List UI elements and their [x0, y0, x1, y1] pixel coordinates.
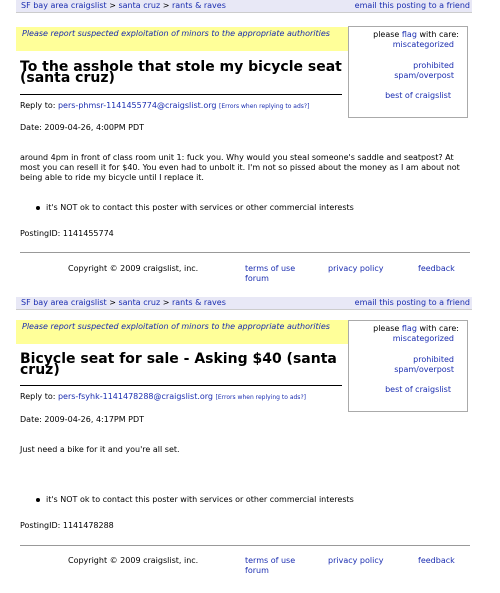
flag-miscategorized-link[interactable]: miscategorized [392, 40, 454, 49]
footer-divider [20, 545, 470, 546]
terms-of-use-link[interactable]: terms of use forum [245, 556, 296, 575]
flag-link[interactable]: flag [401, 30, 417, 39]
warning-text: Please report suspected exploitation of minors to the appropriate authorities [22, 29, 330, 38]
title-divider [20, 385, 342, 386]
copyright-text: Copyright © 2009 craigslist, inc. [68, 264, 199, 273]
commercial-notice [36, 203, 456, 212]
flag-suffix: with care: [416, 324, 459, 333]
reply-line [20, 393, 348, 402]
footer-divider [20, 252, 470, 253]
breadcrumb-separator: > [160, 298, 172, 307]
breadcrumb [21, 298, 226, 307]
privacy-policy-link[interactable]: privacy policy [328, 264, 384, 273]
terms-of-use-link[interactable]: terms of use forum [245, 264, 296, 283]
flag-prefix: please [373, 30, 402, 39]
feedback-link[interactable]: feedback [418, 264, 455, 273]
commercial-notice-text: it's NOT ok to contact this poster with services or other commercial interests [46, 203, 354, 212]
breadcrumb-separator: > [106, 1, 119, 10]
top-bar [16, 0, 472, 13]
breadcrumb-category-link[interactable]: rants & raves [171, 298, 226, 307]
breadcrumb-category-link[interactable]: rants & raves [171, 1, 226, 10]
posting-title: To the asshole that stole my bicycle seat (santa cruz) [20, 59, 342, 86]
flag-heading [373, 324, 459, 333]
flag-prohibited-link[interactable]: prohibited [413, 355, 454, 364]
breadcrumb-region-link[interactable]: SF bay area craigslist [21, 1, 107, 10]
posting-body: Just need a bike for it and you're all set. [20, 445, 180, 454]
posting-body: around 4pm in front of class room unit 1: fuck you. Why would you steal someone's saddle and seatpost? At most you can resell it for $40. You even had to unbolt it. I'm not so pissed about the money as I am about not being able to ride my bicycle until I replace it. [20, 153, 460, 182]
reply-errors-link[interactable]: [Errors when replying to ads?] [219, 103, 310, 110]
flag-best-of-link[interactable]: best of craigslist [385, 91, 451, 100]
flag-miscategorized-link[interactable]: miscategorized [392, 334, 454, 343]
flag-prefix: please [373, 324, 402, 333]
flag-best-of-link[interactable]: best of craigslist [385, 385, 451, 394]
posting-1 [0, 0, 500, 296]
flag-box [348, 26, 468, 118]
reply-label: Reply to: [20, 101, 58, 110]
email-friend-link[interactable]: email this posting to a friend [354, 1, 470, 10]
flag-link[interactable]: flag [401, 324, 417, 333]
warning-text: Please report suspected exploitation of minors to the appropriate authorities [22, 322, 330, 331]
reply-email-link[interactable]: pers-phmsr-1141455774@craigslist.org [57, 101, 217, 110]
flag-prohibited-link[interactable]: prohibited [413, 61, 454, 70]
commercial-notice [36, 495, 456, 504]
bullet-icon [36, 206, 40, 210]
flag-spam-link[interactable]: spam/overpost [394, 365, 454, 374]
feedback-link[interactable]: feedback [418, 556, 455, 565]
posting-date: Date: 2009-04-26, 4:17PM PDT [20, 415, 145, 424]
posting-2 [0, 297, 500, 593]
commercial-notice-text: it's NOT ok to contact this poster with services or other commercial interests [46, 495, 354, 504]
breadcrumb-city-link[interactable]: santa cruz [118, 1, 161, 10]
flag-prohibited-group [394, 61, 454, 81]
flag-suffix: with care: [416, 30, 459, 39]
top-bar [16, 297, 472, 310]
posting-id: PostingID: 1141455774 [20, 229, 114, 238]
reply-errors-link[interactable]: [Errors when replying to ads?] [215, 394, 306, 401]
privacy-policy-link[interactable]: privacy policy [328, 556, 384, 565]
email-friend-link[interactable]: email this posting to a friend [354, 298, 470, 307]
breadcrumb-separator: > [106, 298, 119, 307]
flag-spam-link[interactable]: spam/overpost [394, 71, 454, 80]
warning-banner [16, 27, 348, 51]
copyright-text: Copyright © 2009 craigslist, inc. [68, 556, 199, 565]
reply-email-link[interactable]: pers-fsyhk-1141478288@craigslist.org [57, 392, 213, 401]
breadcrumb-separator: > [160, 1, 172, 10]
reply-label: Reply to: [20, 392, 58, 401]
breadcrumb-city-link[interactable]: santa cruz [118, 298, 161, 307]
breadcrumb [21, 1, 226, 10]
title-divider [20, 94, 342, 95]
flag-box [348, 320, 468, 412]
posting-title: Bicycle seat for sale - Asking $40 (santa cruz) [20, 351, 337, 378]
reply-line [20, 102, 348, 111]
warning-banner [16, 320, 348, 344]
posting-id: PostingID: 1141478288 [20, 521, 114, 530]
bullet-icon [36, 498, 40, 502]
flag-heading [373, 30, 459, 39]
flag-prohibited-group [394, 355, 454, 375]
breadcrumb-region-link[interactable]: SF bay area craigslist [21, 298, 107, 307]
posting-date: Date: 2009-04-26, 4:00PM PDT [20, 123, 145, 132]
